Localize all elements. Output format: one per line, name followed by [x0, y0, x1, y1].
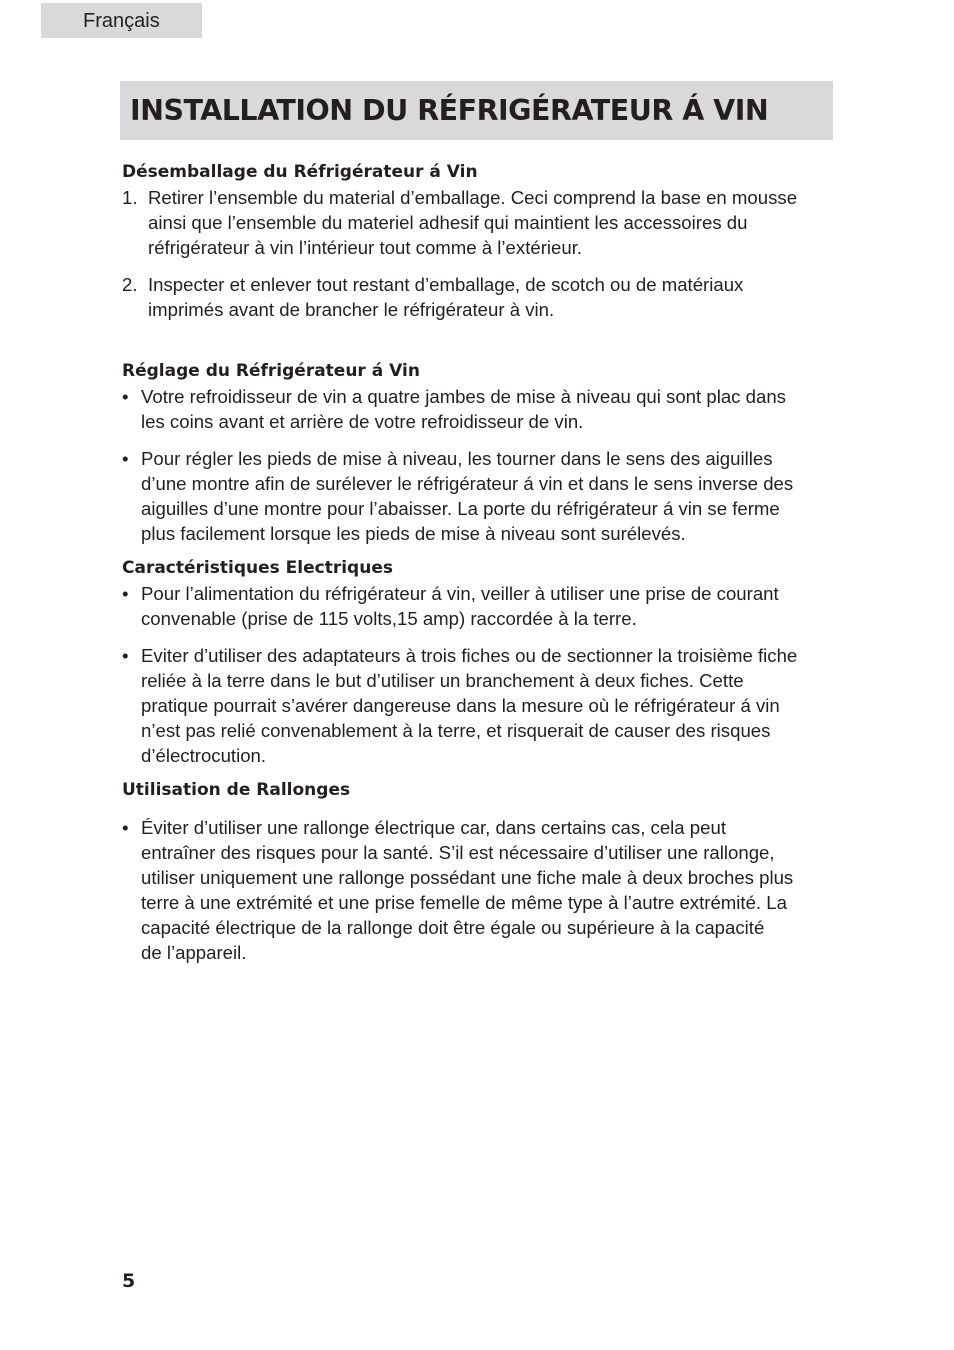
- text-line: de l’appareil.: [141, 942, 247, 963]
- section-leveling: [122, 359, 834, 546]
- section-extension-cords: [122, 778, 834, 965]
- list-item: [122, 185, 834, 260]
- list-marker: 1.: [122, 187, 138, 208]
- list-item: [122, 384, 834, 434]
- text-line: Retirer l’ensemble du material d’emballage. Ceci comprend la base en mousse: [148, 187, 798, 208]
- section-heading: Désemballage du Réfrigérateur á Vin: [122, 162, 478, 182]
- text-line: Votre refroidisseur de vin a quatre jambes de mise à niveau qui sont plac dans: [141, 386, 786, 407]
- text-line: d’une montre afin de surélever le réfrigérateur á vin et dans le sens inverse des: [141, 473, 794, 494]
- text-line: Pour régler les pieds de mise à niveau, les tourner dans le sens des aiguilles: [141, 448, 773, 469]
- text-line: n’est pas relié convenablement à la terre, et risquerait de causer des risques: [141, 720, 771, 741]
- bullet-marker: •: [122, 645, 129, 666]
- list-marker: 2.: [122, 274, 138, 295]
- text-line: Inspecter et enlever tout restant d’emballage, de scotch ou de matériaux: [148, 274, 744, 295]
- section-heading: Utilisation de Rallonges: [122, 780, 351, 800]
- text-line: ainsi que l’ensemble du materiel adhesif qui maintient les accessoires du: [148, 212, 748, 233]
- text-line: entraîner des risques pour la santé. S’il est nécessaire d’utiliser une rallonge,: [141, 842, 775, 863]
- text-line: reliée à la terre dans le but d’utiliser un branchement à deux fiches. Cette: [141, 670, 744, 691]
- list-item: [122, 272, 834, 322]
- text-line: imprimés avant de brancher le réfrigérateur à vin.: [148, 299, 555, 320]
- section-electrical: [122, 556, 834, 768]
- text-line: les coins avant et arrière de votre refroidisseur de vin.: [141, 411, 584, 432]
- bullet-marker: •: [122, 583, 129, 604]
- text-line: plus facilement lorsque les pieds de mise à niveau sont surélevés.: [141, 523, 686, 544]
- text-line: d’électrocution.: [141, 745, 267, 766]
- text-line: Eviter d’utiliser des adaptateurs à trois fiches ou de sectionner la troisième fiche: [141, 645, 798, 666]
- section-unpacking: [122, 160, 834, 322]
- text-line: utiliser uniquement une rallonge possédant une fiche male à deux broches plus: [141, 867, 794, 888]
- text-line: pratique pourrait s’avérer dangereuse dans la mesure où le réfrigérateur á vin: [141, 695, 780, 716]
- title-banner: [120, 81, 833, 140]
- document-body: [122, 160, 834, 965]
- bullet-marker: •: [122, 448, 129, 469]
- list-item: [122, 815, 834, 965]
- page-title: INSTALLATION DU RÉFRIGÉRATEUR Á VIN: [130, 94, 769, 127]
- text-line: aiguilles d’une montre pour l’abaisser. La porte du réfrigérateur á vin se ferme: [141, 498, 780, 519]
- text-line: Éviter d’utiliser une rallonge électrique car, dans certains cas, cela peut: [141, 817, 726, 838]
- list-item: [122, 446, 834, 546]
- list-item: [122, 581, 834, 631]
- bullet-marker: •: [122, 817, 129, 838]
- section-heading: Réglage du Réfrigérateur á Vin: [122, 361, 420, 381]
- page-number: 5: [122, 1270, 136, 1292]
- text-line: réfrigérateur à vin l’intérieur tout comme à l’extérieur.: [148, 237, 583, 258]
- list-item: [122, 643, 834, 768]
- text-line: Pour l’alimentation du réfrigérateur á vin, veiller à utiliser une prise de courant: [141, 583, 779, 604]
- section-heading: Caractéristiques Electriques: [122, 558, 393, 578]
- text-line: convenable (prise de 115 volts,15 amp) raccordée à la terre.: [141, 608, 637, 629]
- text-line: capacité électrique de la rallonge doit être égale ou supérieure à la capacité: [141, 917, 765, 938]
- language-tab: Français: [41, 3, 202, 38]
- bullet-marker: •: [122, 386, 129, 407]
- text-line: terre à une extrémité et une prise femelle de même type à l’autre extrémité. La: [141, 892, 787, 913]
